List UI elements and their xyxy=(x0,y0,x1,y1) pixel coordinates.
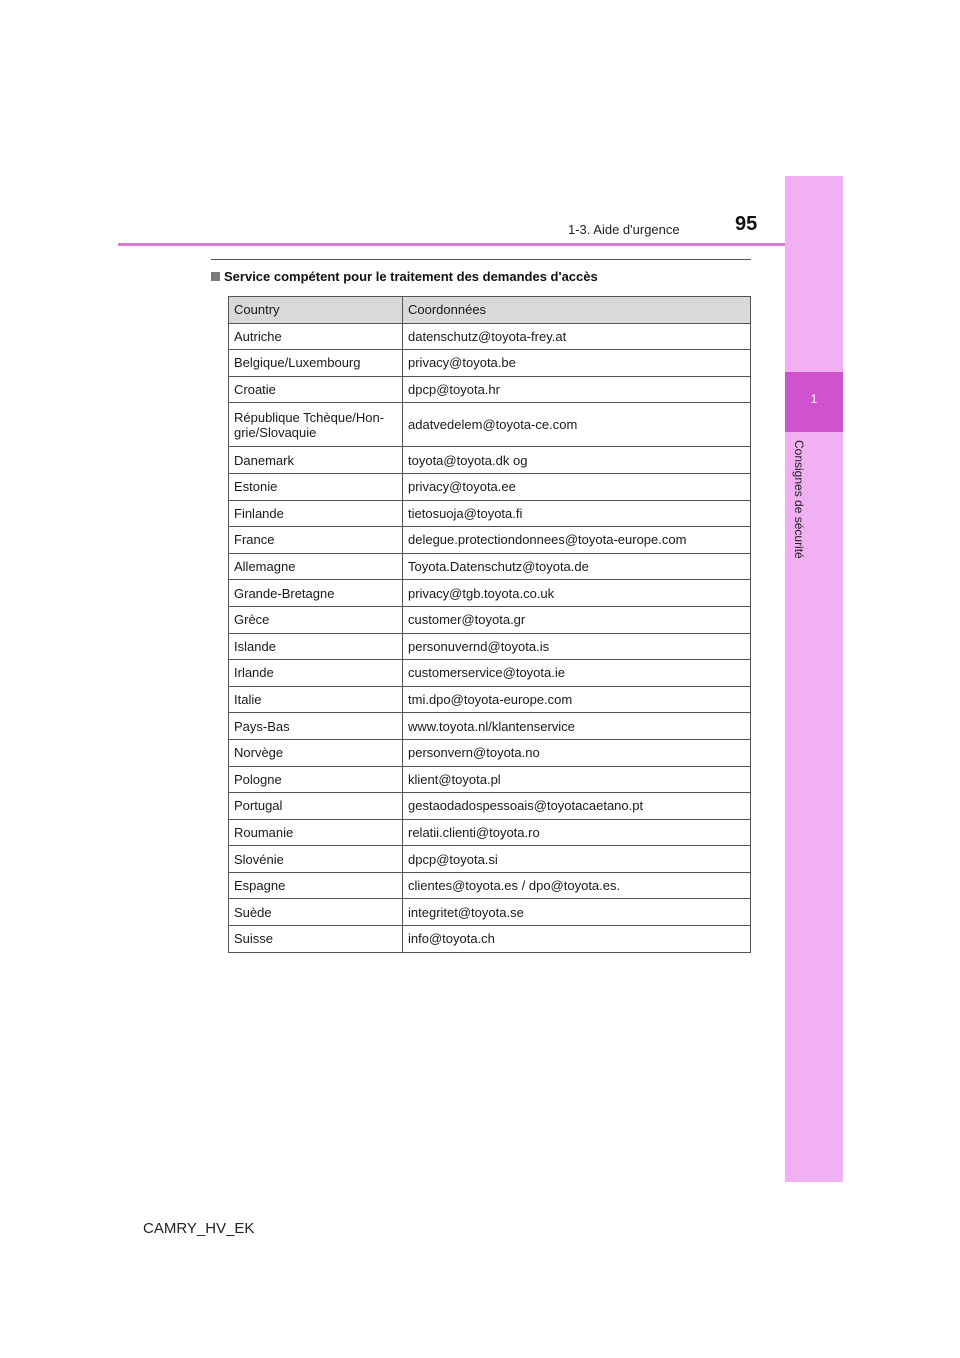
contact-cell: privacy@tgb.toyota.co.uk xyxy=(403,580,751,607)
table-row xyxy=(229,846,751,873)
contact-cell: personvern@toyota.no xyxy=(403,739,751,766)
table-row xyxy=(229,819,751,846)
table-row xyxy=(229,527,751,554)
country-cell: Pays-Bas xyxy=(229,713,403,740)
table-row xyxy=(229,580,751,607)
table-row xyxy=(229,766,751,793)
model-code: CAMRY_HV_EK xyxy=(143,1220,255,1237)
country-cell: Pologne xyxy=(229,766,403,793)
contact-cell: tietosuoja@toyota.fi xyxy=(403,500,751,527)
contact-cell: tmi.dpo@toyota-europe.com xyxy=(403,686,751,713)
contact-cell: clientes@toyota.es / dpo@toyota.es. xyxy=(403,872,751,899)
contact-cell: www.toyota.nl/klantenservice xyxy=(403,713,751,740)
contact-cell: privacy@toyota.ee xyxy=(403,473,751,500)
contact-cell: Toyota.Datenschutz@toyota.de xyxy=(403,553,751,580)
country-cell: République Tchèque/Hon-grie/Slovaquie xyxy=(229,403,403,447)
country-cell: Grèce xyxy=(229,606,403,633)
chapter-number: 1 xyxy=(810,392,818,406)
country-cell: Allemagne xyxy=(229,553,403,580)
table-row xyxy=(229,350,751,377)
contact-cell: relatii.clienti@toyota.ro xyxy=(403,819,751,846)
country-cell: Portugal xyxy=(229,793,403,820)
column-header-contact: Coordonnées xyxy=(403,297,751,324)
country-cell: Italie xyxy=(229,686,403,713)
contact-cell: info@toyota.ch xyxy=(403,926,751,953)
contact-cell: delegue.protectiondonnees@toyota-europe.com xyxy=(403,527,751,554)
country-cell: Grande-Bretagne xyxy=(229,580,403,607)
country-cell: Croatie xyxy=(229,376,403,403)
table-row xyxy=(229,323,751,350)
section-heading-text: Service compétent pour le traitement des demandes d'accès xyxy=(224,269,598,284)
chapter-side-tab xyxy=(785,176,843,1182)
country-cell: Finlande xyxy=(229,500,403,527)
page-number: 95 xyxy=(735,213,758,235)
table-row xyxy=(229,376,751,403)
country-cell: Norvège xyxy=(229,739,403,766)
country-cell: Irlande xyxy=(229,660,403,687)
country-cell: Suède xyxy=(229,899,403,926)
contact-cell: klient@toyota.pl xyxy=(403,766,751,793)
country-cell: Espagne xyxy=(229,872,403,899)
contact-cell: datenschutz@toyota-frey.at xyxy=(403,323,751,350)
table-row xyxy=(229,447,751,474)
contact-cell: adatvedelem@toyota-ce.com xyxy=(403,403,751,447)
table-row xyxy=(229,872,751,899)
table-row xyxy=(229,606,751,633)
header-rule xyxy=(118,243,785,246)
country-cell: Belgique/Luxembourg xyxy=(229,350,403,377)
table-row xyxy=(229,899,751,926)
table-row xyxy=(229,403,751,447)
country-cell: Estonie xyxy=(229,473,403,500)
contact-cell: privacy@toyota.be xyxy=(403,350,751,377)
country-cell: Suisse xyxy=(229,926,403,953)
contact-cell: personuvernd@toyota.is xyxy=(403,633,751,660)
contacts-table xyxy=(228,296,751,953)
country-cell: Islande xyxy=(229,633,403,660)
table-header-row xyxy=(229,297,751,324)
country-cell: Autriche xyxy=(229,323,403,350)
table-row xyxy=(229,660,751,687)
column-header-country: Country xyxy=(229,297,403,324)
table-row xyxy=(229,553,751,580)
table-row xyxy=(229,713,751,740)
square-bullet-icon xyxy=(211,272,220,281)
contact-cell: gestaodadospessoais@toyotacaetano.pt xyxy=(403,793,751,820)
country-cell: Danemark xyxy=(229,447,403,474)
contact-cell: dpcp@toyota.si xyxy=(403,846,751,873)
section-heading xyxy=(211,269,598,284)
table-row xyxy=(229,793,751,820)
running-head: 1-3. Aide d'urgence xyxy=(568,222,680,237)
country-cell: Roumanie xyxy=(229,819,403,846)
contact-cell: toyota@toyota.dk og xyxy=(403,447,751,474)
table-row xyxy=(229,686,751,713)
table-row xyxy=(229,500,751,527)
contact-cell: integritet@toyota.se xyxy=(403,899,751,926)
table-row xyxy=(229,473,751,500)
contact-cell: dpcp@toyota.hr xyxy=(403,376,751,403)
contact-cell: customerservice@toyota.ie xyxy=(403,660,751,687)
country-cell: France xyxy=(229,527,403,554)
table-row xyxy=(229,926,751,953)
section-rule xyxy=(211,259,751,260)
country-cell: Slovénie xyxy=(229,846,403,873)
contact-cell: customer@toyota.gr xyxy=(403,606,751,633)
table-row xyxy=(229,633,751,660)
chapter-title: Consignes de sécurité xyxy=(792,440,806,559)
table-row xyxy=(229,739,751,766)
